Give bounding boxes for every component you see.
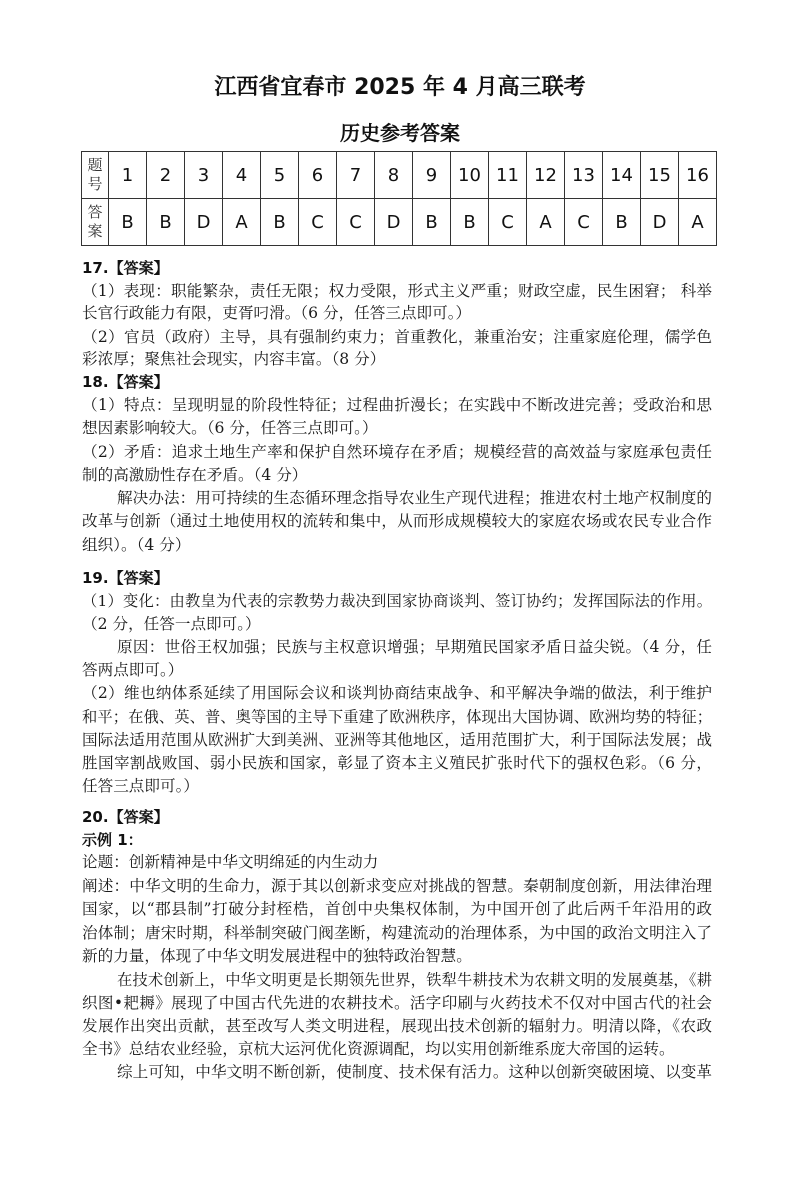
q18-line: 解决办法：用可持续的生态循环理念指导农业生产现代进程；推进农村土地产权制度的	[117, 489, 712, 507]
q18-line: 改革与创新（通过土地使用权的流转和集中，从而形成规模较大的家庭农场或农民专业合作	[82, 512, 712, 530]
question-number: 4	[223, 152, 261, 199]
question-number: 12	[527, 152, 565, 199]
q20-line: 综上可知，中华文明不断创新，使制度、技术保有活力。这种以创新突破困境、以变革	[117, 1063, 712, 1081]
q20-line: 全书》总结农业经验，京杭大运河优化资源调配，均以实用创新维系庞大帝国的运转。	[82, 1040, 675, 1058]
question-number: 10	[451, 152, 489, 199]
q18-line: （1）特点：呈现明显的阶段性特征；过程曲折漫长；在实践中不断改进完善；受政治和思	[82, 396, 712, 414]
question-number: 6	[299, 152, 337, 199]
q18-line: 组织）。（4 分）	[82, 536, 191, 554]
question-number-header: 题 号	[82, 152, 109, 199]
q19-line: （2）维也纳体系延续了用国际会议和谈判协商结束战争、和平解决争端的做法，利于维护	[82, 684, 712, 702]
answer-letter: B	[451, 199, 489, 246]
q19-line: 和平；在俄、英、普、奥等国的主导下重建了欧洲秩序，体现出大国协调、欧洲均势的特征；	[82, 708, 712, 726]
q18-line: 想因素影响较大。（6 分，任答三点即可。）	[82, 419, 378, 437]
answer-row	[82, 199, 717, 246]
q20-line: 论题：创新精神是中华文明绵延的内生动力	[82, 853, 379, 871]
question-number: 14	[603, 152, 641, 199]
q19-line: （1）变化：由教皇为代表的宗教势力裁决到国家协商谈判、签订协约；发挥国际法的作用。	[82, 592, 712, 610]
q17-line: 长官行政能力有限，吏胥叼滑。（6 分，任答三点即可。）	[82, 304, 472, 322]
question-number: 5	[261, 152, 299, 199]
q18-heading: 18.【答案】	[82, 373, 169, 391]
answer-letter: B	[147, 199, 185, 246]
q20-line: 新的力量，体现了中华文明发展进程中的独特政治智慧。	[82, 947, 472, 965]
q20-heading: 20.【答案】	[82, 808, 169, 826]
question-number: 11	[489, 152, 527, 199]
q17-line: （2）官员（政府）主导，具有强制约束力；首重教化，兼重治安；注重家庭伦理，儒学色	[82, 328, 712, 346]
q19-line: 国际法适用范围从欧洲扩大到美洲、亚洲等其他地区，适用范围扩大，利于国际法发展；战	[82, 731, 712, 749]
question-number: 3	[185, 152, 223, 199]
question-number-row	[82, 152, 717, 199]
document-subtitle: 历史参考答案	[340, 121, 460, 145]
answer-letter: C	[489, 199, 527, 246]
document-title: 江西省宜春市 2025 年 4 月高三联考	[214, 75, 586, 100]
q18-line: （2）矛盾：追求土地生产率和保护自然环境存在矛盾；规模经营的高效益与家庭承包责任	[82, 443, 712, 461]
q20-line: 发展作出突出贡献，甚至改写人类文明进程，展现出技术创新的辐射力。明清以降，《农政	[82, 1017, 712, 1035]
q17-line: 彩浓厚；聚焦社会现实，内容丰富。（8 分）	[82, 350, 386, 368]
question-number: 15	[641, 152, 679, 199]
question-number: 2	[147, 152, 185, 199]
q20-line: 阐述：中华文明的生命力，源于其以创新求变应对挑战的智慧。秦朝制度创新，用法律治理	[82, 877, 712, 895]
answer-table	[81, 151, 717, 246]
answer-letter: D	[185, 199, 223, 246]
answer-letter: A	[679, 199, 717, 246]
answer-letter: B	[603, 199, 641, 246]
q19-line: 答两点即可。）	[82, 661, 184, 679]
q20-line: 织图•耙耨》展现了中国古代先进的农耕技术。活字印刷与火药技术不仅对中国古代的社会	[82, 994, 712, 1012]
question-number: 1	[109, 152, 147, 199]
q19-line: 任答三点即可。）	[82, 777, 199, 795]
answer-letter: B	[109, 199, 147, 246]
q19-line: 原因：世俗王权加强；民族与主权意识增强；早期殖民国家矛盾日益尖锐。（4 分，任	[117, 638, 712, 656]
question-number: 16	[679, 152, 717, 199]
answer-letter: C	[337, 199, 375, 246]
question-number: 9	[413, 152, 451, 199]
q18-line: 制的高激励性存在矛盾。（4 分）	[82, 466, 308, 484]
q20-line: 国家，以“郡县制”打破分封桎梏，首创中央集权体制，为中国开创了此后两千年沿用的政	[82, 900, 712, 918]
question-number: 8	[375, 152, 413, 199]
answer-letter: C	[299, 199, 337, 246]
answer-letter: A	[223, 199, 261, 246]
q20-line: 在技术创新上，中华文明更是长期领先世界，铁犁牛耕技术为农耕文明的发展奠基，《耕	[117, 971, 712, 989]
q20-line: 治体制；唐宋时期，科举制突破门阀垄断，构建流动的治理体系，为中国的政治文明注入了	[82, 924, 712, 942]
answer-letter: C	[565, 199, 603, 246]
q19-line: （2 分，任答一点即可。）	[82, 615, 261, 633]
q19-line: 胜国宰割战败国、弱小民族和国家，彰显了资本主义殖民扩张时代下的强权色彩。（6 分，	[82, 754, 712, 772]
q17-heading: 17.【答案】	[82, 259, 169, 277]
q20-example-label: 示例 1：	[82, 831, 143, 849]
q19-heading: 19.【答案】	[82, 569, 169, 587]
question-number: 13	[565, 152, 603, 199]
answer-letter: B	[413, 199, 451, 246]
answer-letter: B	[261, 199, 299, 246]
q17-line: （1）表现：职能繁杂，责任无限；权力受限，形式主义严重；财政空虚，民生困窘； 科举	[82, 282, 712, 300]
answer-letter: D	[375, 199, 413, 246]
answer-header: 答 案	[82, 199, 109, 246]
answer-letter: A	[527, 199, 565, 246]
answer-letter: D	[641, 199, 679, 246]
question-number: 7	[337, 152, 375, 199]
